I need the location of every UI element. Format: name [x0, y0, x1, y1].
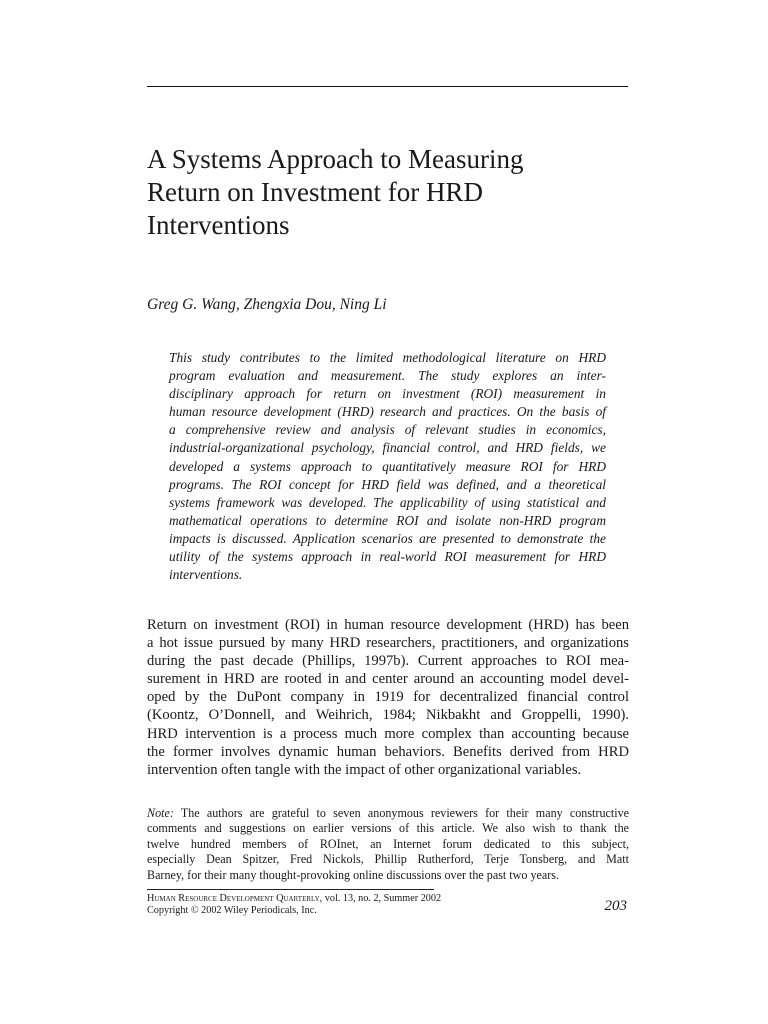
abstract-line: mathematical operations to determine ROI and isolate non-HRD program [169, 512, 606, 528]
abstract-line: a comprehensive review and analysis of relevant studies in economics, [169, 422, 606, 438]
abstract [169, 349, 606, 584]
note-line: especially Dean Spitzer, Fred Nickols, Phillip Rutherford, Terje Tonsberg, and Matt [147, 852, 629, 867]
abstract-line: developed a systems approach to quantitatively measure ROI for HRD [169, 458, 606, 474]
abstract-line: interventions. [169, 567, 243, 583]
body-paragraph [147, 616, 629, 779]
abstract-line: systems framework was developed. The applicability of using statistical and [169, 494, 606, 510]
note-label: Note: [147, 806, 174, 820]
abstract-line: This study contributes to the limited methodological literature on HRD [169, 350, 606, 365]
journal-footer [147, 893, 447, 916]
abstract-line: program evaluation and measurement. The study explores an inter- [169, 368, 606, 384]
note-line [147, 806, 629, 821]
journal-issue: , vol. 13, no. 2, Summer 2002 [319, 893, 442, 904]
acknowledgement-note [147, 806, 629, 883]
abstract-line: impacts is discussed. Application scenarios are presented to demonstrate the [169, 530, 606, 546]
body-line: surement in HRD are rooted in and center around an accounting model devel- [147, 671, 629, 688]
top-rule [147, 86, 628, 87]
journal-name: Human Resource Development Quarterly [147, 893, 320, 904]
body-line: oped by the DuPont company in 1919 for decentralized financial control [147, 689, 629, 706]
journal-citation [147, 893, 447, 905]
author-list: Greg G. Wang, Zhengxia Dou, Ning Li [147, 296, 387, 313]
page-number: 203 [604, 898, 627, 914]
body-line: a hot issue pursued by many HRD researchers, practitioners, and organizations [147, 635, 629, 652]
abstract-line: utility of the systems approach in real-world ROI measurement for HRD [169, 549, 606, 565]
abstract-line: programs. The ROI concept for HRD field was defined, and a theoretical [169, 476, 606, 492]
abstract-line: disciplinary approach for return on investment (ROI) measurement in [169, 386, 606, 402]
footer-rule [147, 889, 434, 890]
note-line: twelve hundred members of ROInet, an Internet forum dedicated to this subject, [147, 836, 629, 851]
note-line: Barney, for their many thought-provoking online discussions over the past two years. [147, 867, 560, 882]
body-line: the former involves dynamic human behaviors. Benefits derived from HRD [147, 743, 629, 760]
note-first-line: The authors are grateful to seven anonymous reviewers for their many constructive [173, 806, 629, 820]
copyright-line: Copyright © 2002 Wiley Periodicals, Inc. [147, 904, 317, 916]
abstract-line: human resource development (HRD) research and practices. On the basis of [169, 404, 606, 420]
body-line: intervention often tangle with the impact of other organizational variables. [147, 761, 582, 778]
body-line: during the past decade (Phillips, 1997b). Current approaches to ROI mea- [147, 653, 629, 670]
body-line: HRD intervention is a process much more complex than accounting because [147, 725, 629, 742]
title-line: Interventions [147, 210, 290, 240]
note-line: comments and suggestions on earlier versions of this article. We also wish to thank the [147, 821, 629, 836]
title-line: A Systems Approach to Measuring [147, 144, 524, 174]
body-line: (Koontz, O’Donnell, and Weihrich, 1984; Nikbakht and Groppelli, 1990). [147, 707, 629, 724]
body-line: Return on investment (ROI) in human resource development (HRD) has been [147, 617, 629, 633]
abstract-line: industrial-organizational psychology, financial control, and HRD fields, we [169, 440, 606, 456]
title-line: Return on Investment for HRD [147, 177, 483, 207]
article-title [147, 143, 617, 242]
